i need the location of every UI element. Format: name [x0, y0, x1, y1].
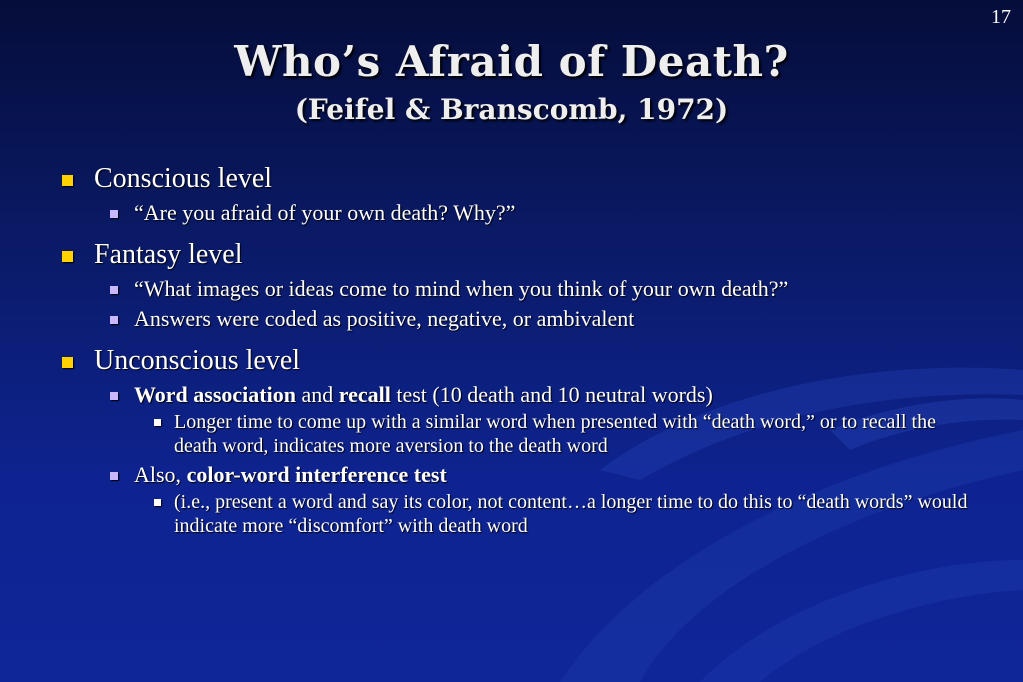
bullet-label: Unconscious level [94, 345, 301, 376]
sub-bullet-color-word [60, 462, 980, 488]
sub-bullet-text: “Are you afraid of your own death? Why?” [134, 200, 516, 225]
word-association-term: Word association [134, 382, 296, 407]
detail-text: Longer time to come up with a similar word when presented with “death word,” or to recall the death word, indicates more aversion to the death word [174, 411, 936, 457]
bullet-conscious-level [60, 162, 980, 196]
square-bullet-icon [62, 251, 73, 262]
bullet-list [60, 162, 980, 538]
sub-bullet-word-association [60, 382, 980, 408]
sub-bullet-fantasy-question [60, 276, 980, 302]
square-bullet-icon [62, 357, 73, 368]
bullet-label: Conscious level [94, 163, 273, 194]
sub-bullet-conscious-question [60, 200, 980, 226]
sub-sub-bullet-word-association-detail [60, 410, 980, 458]
also-text: Also, [134, 462, 187, 487]
detail-text: (i.e., present a word and say its color, not content…a longer time to do this to “death words” would indicate more “discomfort” with death word [174, 491, 968, 537]
square-bullet-icon [110, 286, 118, 294]
connector-text: and [295, 382, 339, 407]
sub-bullet-fantasy-coding [60, 306, 980, 332]
sub-sub-bullet-color-word-detail [60, 490, 980, 538]
square-bullet-icon [110, 316, 118, 324]
bullet-unconscious-level [60, 344, 980, 378]
square-bullet-icon [110, 392, 118, 400]
color-word-term: color-word interference test [186, 462, 447, 487]
square-bullet-icon [110, 210, 118, 218]
recall-term: recall [338, 382, 391, 407]
slide-title: Who’s Afraid of Death? [234, 37, 789, 86]
square-bullet-icon [154, 419, 161, 426]
square-bullet-icon [154, 499, 161, 506]
test-description: test (10 death and 10 neutral words) [390, 382, 713, 407]
bullet-label: Fantasy level [94, 239, 243, 270]
square-bullet-icon [62, 175, 73, 186]
sub-bullet-text: “What images or ideas come to mind when you think of your own death?” [134, 276, 789, 301]
sub-bullet-text: Answers were coded as positive, negative, or ambivalent [134, 306, 635, 331]
slide-number: 17 [991, 6, 1011, 28]
bullet-fantasy-level [60, 238, 980, 272]
slide-subtitle: (Feifel & Branscomb, 1972) [294, 93, 729, 126]
square-bullet-icon [110, 472, 118, 480]
